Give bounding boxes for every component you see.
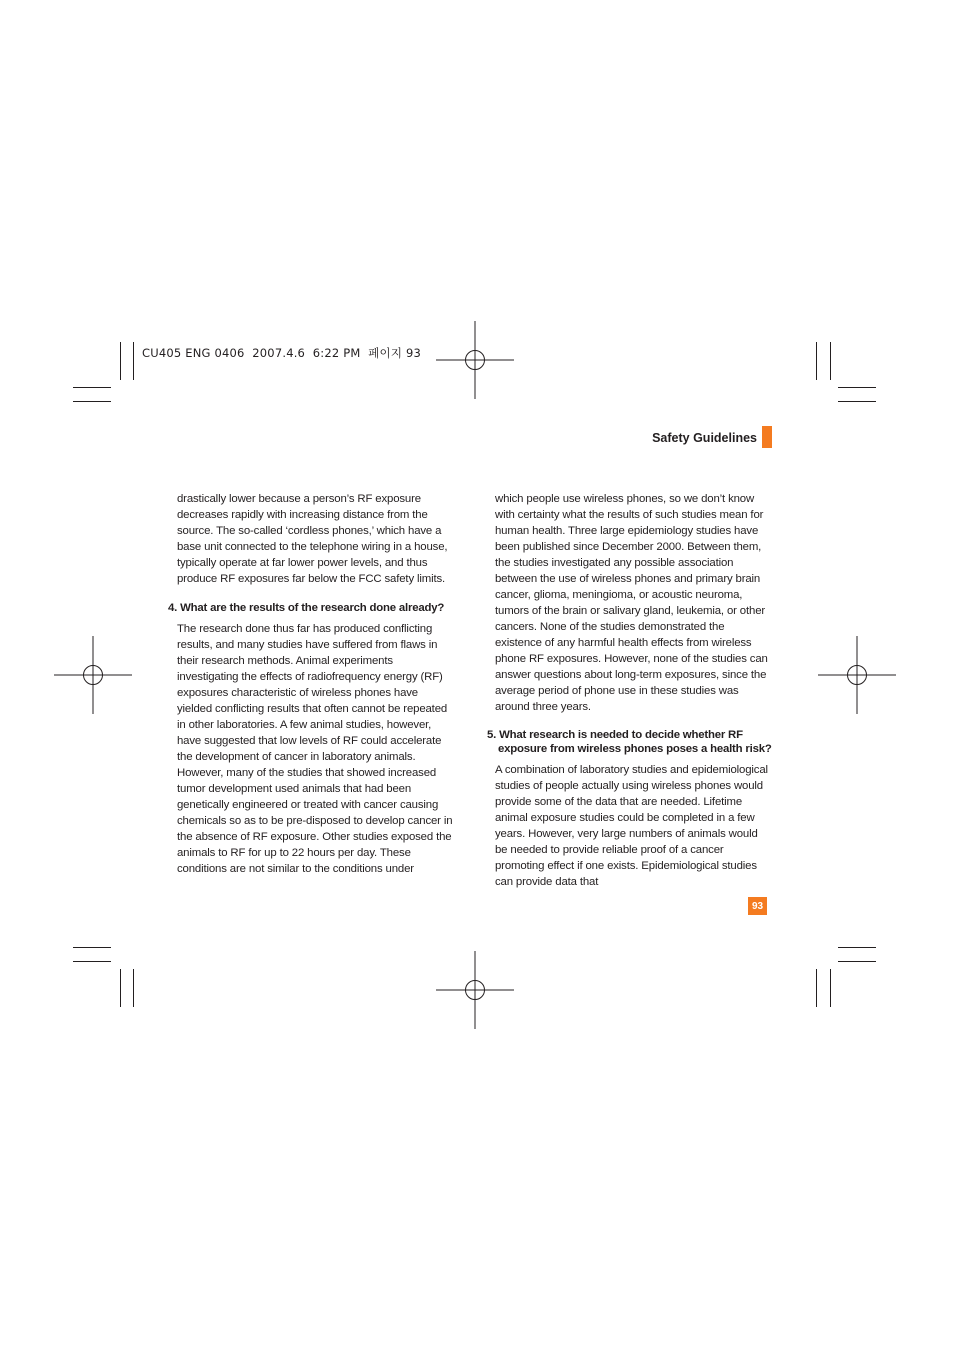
crop-mark <box>73 961 111 962</box>
registration-mark-icon <box>436 321 514 399</box>
left-column <box>168 491 456 877</box>
paragraph: The research done thus far has produced conflicting results, and many studies have suffered from flaws in their research methods. Animal experiments investigating the effects of radiofrequency energy (RF) exposures characteristic of wireless phones have yielded conflicting results that often cannot be repeated in other laboratories. A few animal studies, however, have suggested that low levels of RF could accelerate the development of cancer in laboratory animals. However, many of the studies that showed increased tumor development used animals that had been genetically engineered or treated with cancer causing chemicals so as to be pre-disposed to develop cancer in the absence of RF exposure. Other studies exposed the animals to RF for up to 22 hours per day. These conditions are not similar to the conditions under <box>177 623 453 875</box>
question-heading: 4. What are the results of the research done already? <box>168 602 445 614</box>
paragraph: A combination of laboratory studies and epidemiological studies of people actually using wireless phones would provide some of the data that are needed. Lifetime animal exposure studies could be completed in a few years. However, very large numbers of animals would be needed to provide reliable proof of a cancer promoting effect if one exists. Epidemiological studies can provide data that <box>495 764 768 888</box>
crop-mark <box>816 342 817 380</box>
crop-mark <box>816 969 817 1007</box>
crop-mark <box>830 342 831 380</box>
crop-mark <box>838 961 876 962</box>
question-heading-line: exposure from wireless phones poses a health risk? <box>498 743 772 755</box>
crop-mark <box>133 969 134 1007</box>
registration-mark-icon <box>818 636 896 714</box>
right-column <box>487 491 773 890</box>
registration-mark-icon <box>54 636 132 714</box>
crop-mark <box>120 342 121 380</box>
crop-mark <box>830 969 831 1007</box>
print-slug: CU405 ENG 0406 2007.4.6 6:22 PM 페이지 93 <box>142 346 422 360</box>
crop-mark <box>838 401 876 402</box>
crop-mark <box>838 387 876 388</box>
question-heading <box>487 728 773 756</box>
crop-mark <box>73 387 111 388</box>
section-tab-marker <box>762 426 772 448</box>
crop-mark <box>120 969 121 1007</box>
crop-mark <box>73 401 111 402</box>
registration-mark-icon <box>436 951 514 1029</box>
page-number: 93 <box>748 897 767 915</box>
section-title: Safety Guidelines <box>652 431 757 445</box>
question-heading-line: 5. What research is needed to decide whether RF <box>487 729 743 741</box>
paragraph: drastically lower because a person’s RF exposure decreases rapidly with increasing distance from the source. The so-called ‘cordless phones,’ which have a base unit connected to the telephone wiring in a house, typically operate at far lower power levels, and thus produce RF exposures far below the FCC safety limits. <box>177 493 448 585</box>
crop-mark <box>838 947 876 948</box>
crop-mark <box>133 342 134 380</box>
paragraph: which people use wireless phones, so we don’t know with certainty what the results of such studies mean for human health. Three large epidemiology studies have been published since December 2000. Between them, the studies investigated any possible association between the use of wireless phones and primary brain cancer, glioma, meningioma, or acoustic neuroma, tumors of the brain or salivary gland, leukemia, or other cancers. None of the studies demonstrated the existence of any harmful health effects from wireless phone RF exposures. However, none of the studies can answer questions about long-term exposures, since the average period of phone use in these studies was around three years. <box>495 493 768 713</box>
crop-mark <box>73 947 111 948</box>
